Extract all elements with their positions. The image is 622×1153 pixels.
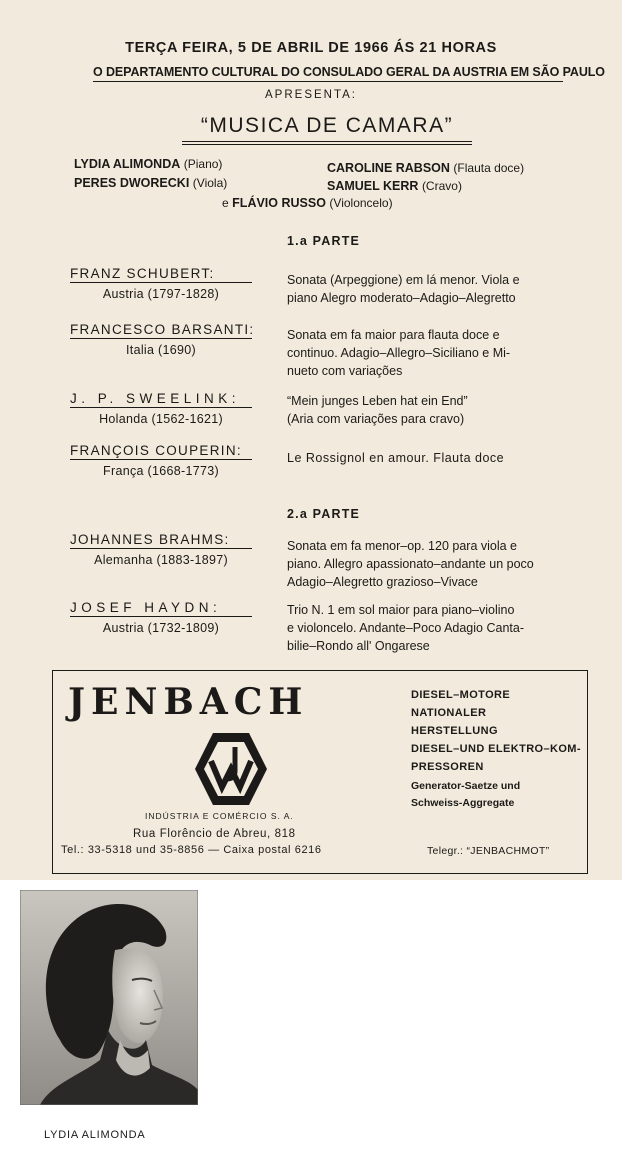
- composer-name: JOSEF HAYDN:: [70, 600, 252, 617]
- piece-line: Sonata em fa menor–op. 120 para viola e: [287, 539, 518, 553]
- logo-letters: JW: [191, 729, 193, 730]
- composer-name: FRANÇOIS COUPERIN:: [70, 443, 252, 460]
- ad-spec-line: NATIONALER: [411, 707, 487, 719]
- composer-name: FRANCESCO BARSANTI:: [70, 322, 255, 337]
- performer-name: LYDIA ALIMONDA: [74, 157, 181, 171]
- piece-line: Le Rossignol en amour. Flauta doce: [287, 451, 505, 465]
- composer-entry: [70, 322, 255, 357]
- performer-prefix: e: [222, 196, 229, 210]
- performer-instrument: (Viola): [192, 176, 228, 190]
- performer-instrument: (Cravo): [421, 179, 462, 193]
- piece-line: (Aria com variações para cravo): [287, 412, 465, 426]
- performer-instrument: (Piano): [183, 157, 223, 171]
- presents-label: APRESENTA:: [265, 89, 357, 101]
- program-title-block: [182, 114, 472, 145]
- jenbach-advertisement: [52, 670, 588, 874]
- performer-name: SAMUEL KERR: [327, 179, 419, 193]
- piece-line: Adagio–Alegretto grazioso–Vivace: [287, 575, 478, 589]
- performer-name: FLÁVIO RUSSO: [232, 196, 326, 210]
- composer-origin: Italia (1690): [126, 343, 196, 357]
- piece-description: [287, 326, 579, 380]
- performer-instrument: (Flauta doce): [453, 161, 525, 175]
- jenbach-logo-icon: [191, 729, 271, 809]
- composer-origin: Austria (1732-1809): [102, 621, 220, 635]
- part-heading: 1.a PARTE: [287, 234, 361, 248]
- performer: [327, 161, 524, 175]
- piece-description: [287, 537, 579, 591]
- presenter-line: O DEPARTAMENTO CULTURAL DO CONSULADO GERAL DA AUSTRIA EM SÃO PAULO: [93, 65, 563, 82]
- piece-description: [287, 392, 579, 428]
- ad-spec-line: DIESEL–MOTORE: [411, 689, 511, 701]
- program-title: “MUSICA DE CAMARA”: [200, 114, 454, 137]
- performer: [327, 179, 462, 193]
- piece-line: Sonata (Arpeggione) em lá menor. Viola e: [287, 273, 520, 287]
- piece-line: nueto com variações: [287, 364, 403, 378]
- composer-name: JOHANNES BRAHMS:: [70, 532, 252, 549]
- ad-spec-line: Schweiss-Aggregate: [411, 797, 515, 809]
- piece-line: bilie–Rondo all' Ongarese: [287, 639, 430, 653]
- performer: [74, 176, 227, 190]
- piece-description: [287, 271, 579, 307]
- composer-entry: [70, 391, 252, 426]
- part-heading: 2.a PARTE: [287, 507, 361, 521]
- piece-line: Sonata em fa maior para flauta doce e: [287, 328, 500, 342]
- brand-logotype: JENBACH: [68, 681, 309, 723]
- performer-name: PERES DWORECKI: [74, 176, 190, 190]
- composer-name: J. P. SWEELINK:: [70, 391, 252, 408]
- portrait-photo: [20, 890, 198, 1105]
- piece-line: “Mein junges Leben hat ein End”: [287, 394, 468, 408]
- composer-entry: [70, 600, 252, 635]
- performer: [74, 157, 222, 171]
- portrait-image: [20, 890, 198, 1105]
- ad-spec-line: Generator-Saetze und: [411, 780, 521, 792]
- composer-origin: França (1668-1773): [103, 464, 219, 478]
- composer-entry: [70, 443, 252, 478]
- ad-spec-line: HERSTELLUNG: [411, 725, 498, 737]
- performer-instrument: (Violoncelo): [329, 196, 393, 210]
- piece-line: e violoncelo. Andante–Poco Adagio Canta-: [287, 621, 524, 635]
- performer: [222, 196, 393, 210]
- event-date-line: TERÇA FEIRA, 5 DE ABRIL DE 1966 ÁS 21 HORAS: [125, 40, 497, 56]
- company-address: Rua Florêncio de Abreu, 818: [133, 828, 296, 840]
- performer-name: CAROLINE RABSON: [327, 161, 450, 175]
- ad-spec-line: DIESEL–UND ELEKTRO–KOM-: [411, 743, 581, 755]
- photo-caption: LYDIA ALIMONDA: [44, 1129, 146, 1141]
- piece-line: piano. Allegro apassionato–andante un poco: [287, 557, 534, 571]
- company-phone: Tel.: 33-5318 und 35-8856 — Caixa postal 6216: [61, 844, 322, 856]
- piece-line: piano Alegro moderato–Adagio–Alegretto: [287, 291, 516, 305]
- title-underline: [182, 141, 472, 145]
- piece-line: Trio N. 1 em sol maior para piano–violino: [287, 603, 515, 617]
- piece-line: continuo. Adagio–Allegro–Siciliano e Mi-: [287, 346, 511, 360]
- composer-entry: [70, 532, 252, 567]
- company-name: INDÚSTRIA E COMÉRCIO S. A.: [145, 811, 294, 821]
- company-telegram: Telegr.: “JENBACHMOT”: [427, 845, 550, 857]
- composer-origin: Austria (1797-1828): [102, 287, 220, 301]
- composer-origin: Alemanha (1883-1897): [94, 553, 228, 567]
- piece-description: [287, 449, 579, 467]
- composer-origin: Holanda (1562-1621): [99, 412, 223, 426]
- ad-spec-line: PRESSOREN: [411, 761, 484, 773]
- piece-description: [287, 601, 579, 655]
- composer-name: FRANZ SCHUBERT:: [70, 266, 252, 283]
- composer-entry: [70, 266, 252, 301]
